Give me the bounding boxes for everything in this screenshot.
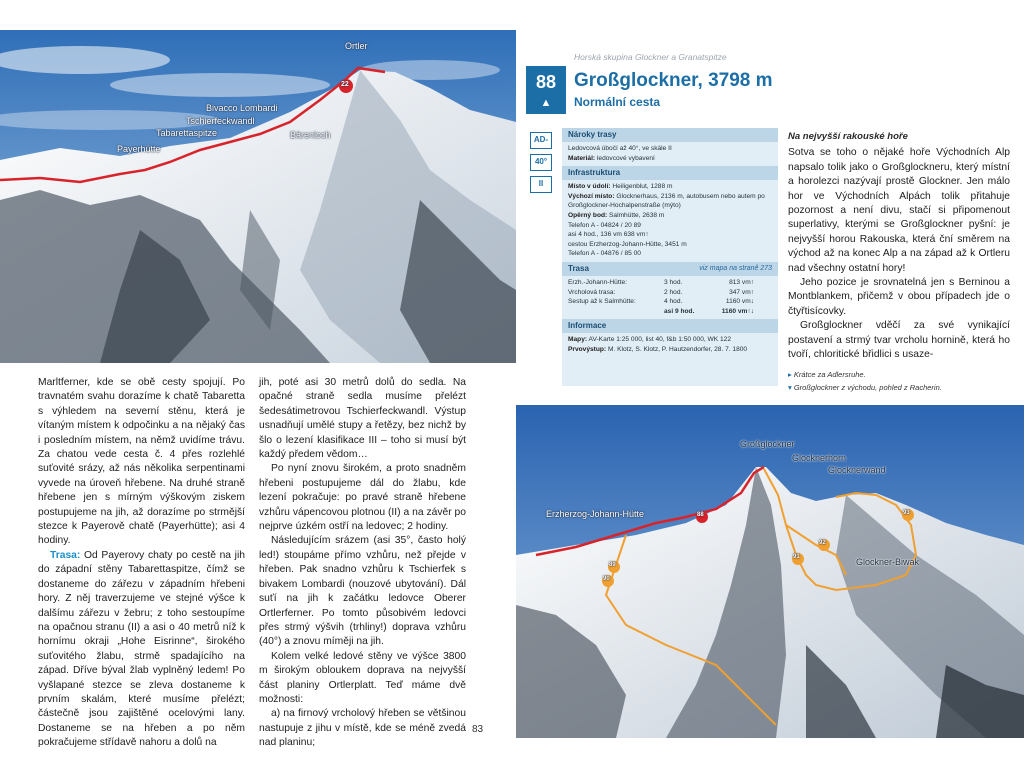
trasa-cell: 2 hod. [664,288,683,296]
material-label: Materiál: [568,154,596,162]
paragraph: Následujícím srázem (asi 35°, často holý led!) stoupáme přímo vzhůru, než přejde v hřeben. Pak snadno vzhůru k Tschierfek s bivakem Lombardi (nouzové ubytování). Dál suťí na jih k začátku ledovce Oberer Ortlerferner. Po tomto působivém ledovci přes strmý výšvih (trhliny!) doprava vzhůru (40°) a znovu míměji na jih. [259,535,466,648]
route-badge-91: 91 [793,554,800,560]
caption-arrow-icon: ▸ [788,370,792,379]
paragraph: a) na firnový vrcholový hřeben se většinou nastupuje z jihu v místě, kde se méně zvedá nad planinu; [259,708,466,749]
trasa-cell: 4 hod. [664,298,683,306]
trasa-heading [562,262,778,276]
label-tabarettaspitze: Tabarettaspitze [156,128,218,138]
route-number-box [526,66,566,114]
photo-captions [788,368,1010,394]
label-glocknerwand: Glocknerwand [828,465,886,475]
infra-line: Telefon A - 04876 / 85 00 [568,250,641,258]
paragraph: Marltferner, kde se obě cesty spojují. Po travnatém svahu dorazíme k chatě Tabaretta s výhledem na severní stěnu, která je vítaným místem k odpočinku a na nějaký čas i posledním místem, na němž uvidíme trávu. Za chatou vede cesta č. 4 přes rozlehlé suťovité srázy, až nás několika serpentinami vyvede na úroveň hřebene. Na druhé straně hřebene jen s mírným výškovým ziskem postupujeme na jih, až dorazíme po strmější stezce k Payerově chatě (Payerhütte); asi 4 hodiny. [38,377,245,547]
infra-value: Glocknerhaus, 2136 m, autobusem nebo autem po Großglockner-Hochalpenstraße (mýto) [568,192,765,210]
trasa-cell: Vrcholová trasa: [568,288,616,296]
label-tschierfeckwandl: Tschierfeckwandl [186,116,255,126]
trasa-cell: 3 hod. [664,278,683,286]
trasa-row [568,288,772,298]
ortler-photo [0,30,516,363]
right-body-text [788,130,1010,363]
ortler-photo-image [0,30,516,363]
left-column-2 [259,376,466,751]
grossglockner-photo-image [516,405,1024,738]
label-barenloch: Bärenloch [290,130,331,140]
region-name: Horská skupina Glockner a Granatspitze [574,52,727,62]
route-badge-90: 90 [603,576,610,582]
caption [788,381,1010,394]
label-glocknerhorn: Glocknerhorn [792,453,847,463]
info-label: Mapy: [568,336,588,344]
page-number: 83 [472,724,484,735]
naroky-body [562,142,778,166]
info-label: Prvovýstup: [568,345,607,353]
mountain-icon: ▲ [540,97,552,109]
route-badge-88: 88 [697,512,704,518]
infra-line [568,182,772,192]
paragraph-trasa-text: Od Payerovy chaty po cestě na jih do západní stěny Tabarettaspitze, čímž se dostaneme do zářezu v západním hřebeni hory. Z něj traverzujeme ve stejné výšce k dalšímu zářezu v žebru; z toho sestoupíme na opačnou stranu (II) a asi o 40 metrů níž k hornímu okraji „Hohe Eisrinne“, širokého suťovitého žlabu, strmě spadajícího na západ. Dříve býval žlab vyplněný ledem! Po vyšlapané stezce se zleva dostaneme k prvním skalám, které musíme přelézt; částečně jsou zajištěné ocelovými lany. Dostaneme se na hřeben a po něm pokračujeme střídavě nahoru a dolů na [38,549,245,749]
route-badge-92: 92 [819,540,826,546]
grossglockner-photo [516,405,1024,738]
route-info-box [562,128,778,386]
label-payerhutte: Payerhütte [117,144,161,154]
paragraph: Sotva se toho o nějaké hoře Východních Alp napsalo tolik jako o Großglockneru, který místní a horolezci nazývají prostě Glockner. Jen málo hor ve Východních Alpách tolik přitahuje pozornost a není divu, stačí si připomenout superlativy, kterými se Großglockner pyšní: je nejvyšší horou Rakouska, která ční směrem na východ až na konec Alp a na západ až k Ortleru nad všechny ostatní hory! [788,147,1010,274]
trasa-cell [568,307,664,317]
material-value: ledovcové vybavení [595,154,655,162]
infrastruktura-body [562,180,778,262]
infra-value: Salmhütte, 2638 m [607,211,665,219]
route-badge-22: 22 [341,81,349,88]
label-ortler: Ortler [345,41,368,51]
map-reference-link[interactable]: viz mapa na straně 273 [699,264,772,272]
infra-line [568,192,772,211]
trasa-cell: asi 9 hod. [664,307,695,315]
route-badge-93: 93 [903,510,910,516]
route-badge-89: 89 [609,562,616,568]
trasa-cell: 1160 vm↓ [725,298,754,306]
caption-text: Krátce za Adlersruhe. [791,370,866,379]
caption-arrow-icon: ▾ [788,383,792,392]
label-bivacco-lombardi: Bivacco Lombardi [206,103,278,113]
trasa-table [562,276,778,319]
infra-line: Telefon A - 04824 / 20 89 [568,221,641,229]
section-heading: Na nejvyšší rakouské hoře [788,131,908,142]
left-column-1 [38,376,245,751]
caption [788,368,1010,381]
caption-text: Großglockner z východu, pohled z Racherin. [791,383,942,392]
trasa-heading-label: Trasa [568,263,589,273]
trasa-cell: Erzh.-Johann-Hütte: [568,278,628,286]
route-number: 88 [535,72,557,92]
difficulty-badges [530,132,554,198]
paragraph: jih, poté asi 30 metrů dolů do sedla. Na opačné straně sedla musíme přelézt šedesátimetrovou Tschierfeckwandl. Výstup usnadňují umělé stupy a řetězy, bez nichž by šlo o lezení klasifikace III – toho si musí být každý předem vědom… [259,377,466,461]
naroky-line [568,154,772,164]
label-glockner-biwak: Glockner-Biwak [856,557,920,567]
informace-heading: Informace [562,319,778,333]
grade-badge: AD- [530,132,552,149]
infra-label: Výchozí místo: [568,192,615,200]
info-line [568,335,772,345]
trasa-cell: Sestup až k Salmhütte: [568,298,636,306]
infra-value: Heiligenblut, 1288 m [610,183,673,191]
trasa-row [568,297,772,307]
rock-grade-badge: II [530,176,552,193]
trasa-label: Trasa: [50,549,81,561]
trasa-cell: 813 vm↑ [729,278,754,286]
right-page [516,0,1024,768]
naroky-heading: Nároky trasy [562,128,778,142]
page-subtitle: Normální cesta [574,95,661,109]
infra-line: cestou Erzherzog-Johann-Hütte, 3451 m [568,240,687,248]
info-value: M. Klotz, S. Klotz, P. Hautzendorfer, 28. 7. 1800 [606,345,748,353]
infra-label: Opěrný bod: [568,211,608,219]
paragraph: Po nyní znovu širokém, a proto snadněm hřebeni postupujeme dál do žlabu, kde lezení pokračuje: po pravé straně hřebene vzhůru vápencovou plotnou (II) a na závěr po nejprve úzkém ostří na ledovec; 2 hodiny. [259,463,466,533]
paragraph-trasa [38,549,245,751]
informace-body [562,333,778,357]
page-title: Großglockner, 3798 m [574,70,773,91]
infra-line [568,211,772,221]
paragraph: Großglockner vděčí za své vynikající postavení a strmý tvar vrcholu hornině, která ho tvoří, chloritické břidlici s usaze- [788,320,1010,361]
trasa-total-row [568,307,772,317]
naroky-line: Ledovcová úbočí až 40°, ve skále II [568,145,672,152]
infra-line: asi 4 hod., 136 vm 638 vm↑ [568,231,649,239]
paragraph: Jeho pozice je srovnatelná jen s Berninou a Montblankem, přičemž v obou případech jde o čtyřtisícovky. [788,277,1010,317]
infra-label: Místo v údolí: [568,183,611,191]
slope-badge: 40° [530,154,552,171]
infrastruktura-heading: Infrastruktura [562,166,778,180]
paragraph: Kolem velké ledové stěny ve výšce 3800 m širokým obloukem doprava na nejvyšší část planiny Ortlerplatt. Teď máme dvě možnosti: [259,650,466,705]
trasa-row [568,278,772,288]
trasa-cell: 1160 vm↑↓ [721,307,754,315]
label-erzherzog-johann-hutte: Erzherzog-Johann-Hütte [546,509,645,519]
info-line [568,345,772,355]
trasa-cell: 347 vm↑ [729,288,754,296]
info-value: AV-Karte 1:25 000, list 40, f&b 1:50 000, WK 122 [587,336,731,344]
label-grossglockner: Großglockner [740,439,795,449]
